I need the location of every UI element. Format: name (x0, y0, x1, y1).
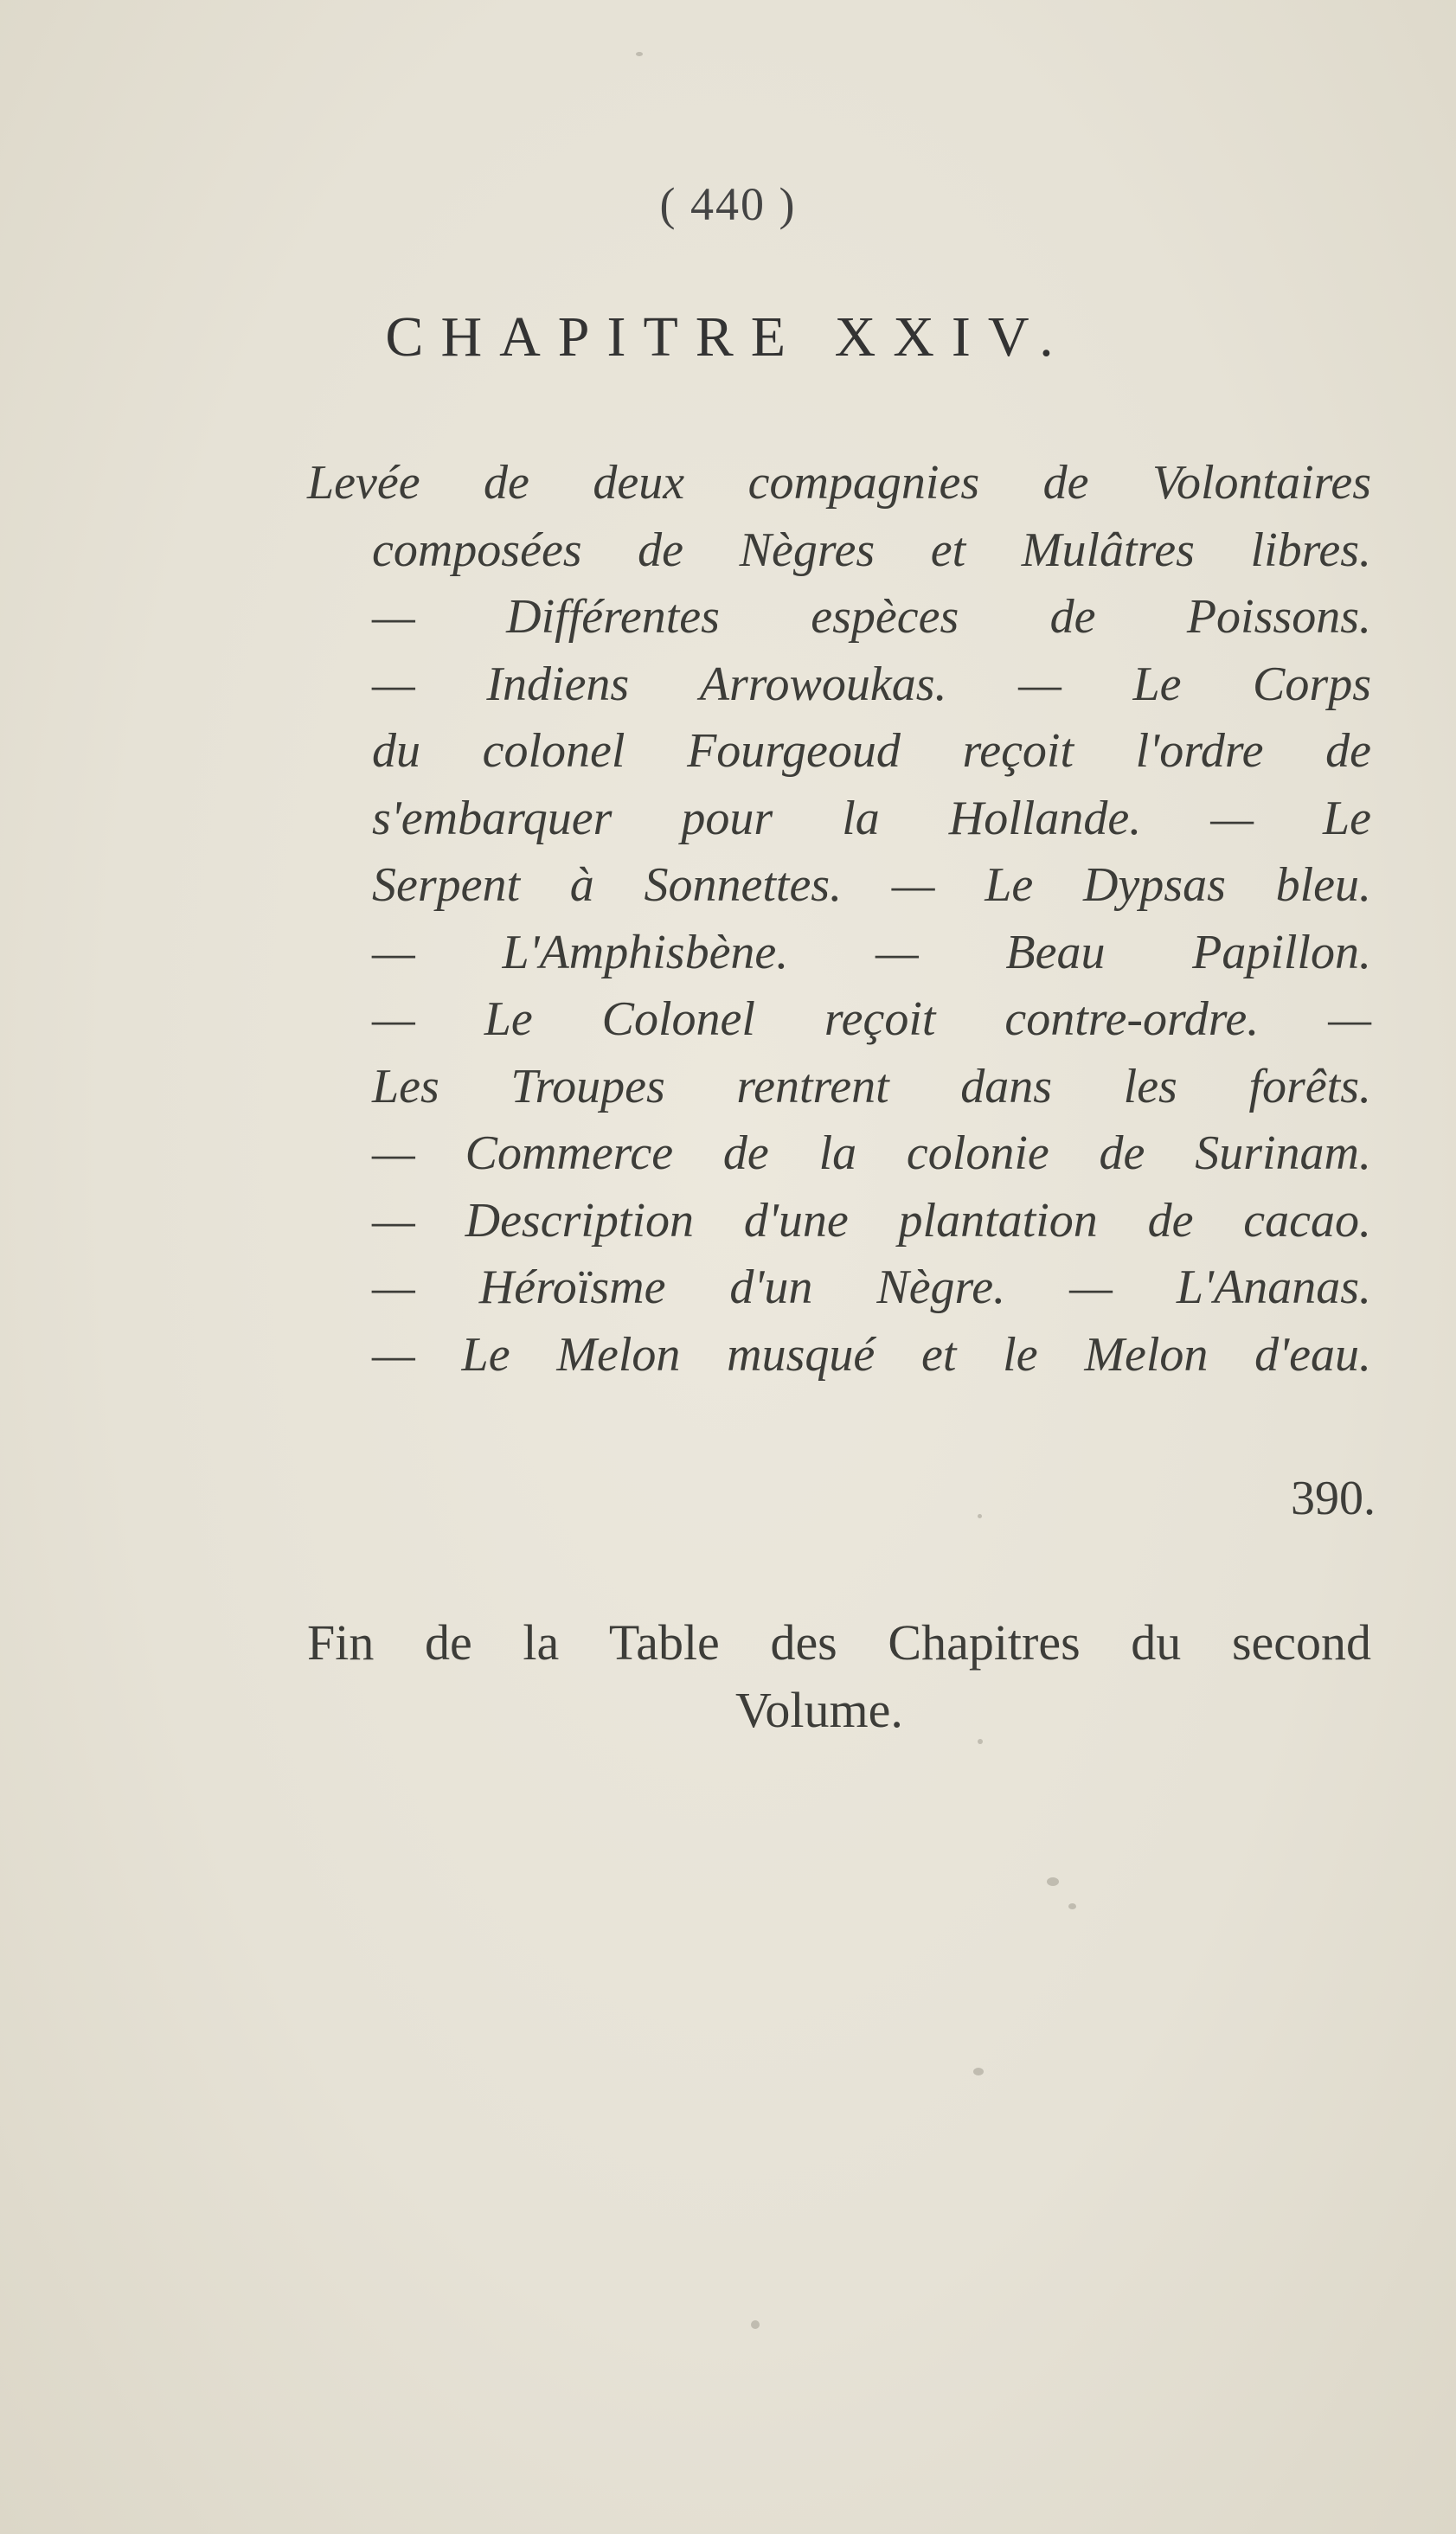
summary-line: composées de Nègres et Mulâtres libres. (372, 523, 1371, 577)
summary-line: Serpent à Sonnettes. — Le Dypsas bleu. (372, 858, 1371, 912)
paper-speck (978, 1739, 983, 1744)
paper-speck (636, 52, 643, 56)
summary-line: Levée de deux compagnies de Volontaires (307, 456, 1371, 510)
page-number: ( 440 ) (659, 178, 797, 230)
summary-line: — L'Amphisbène. — Beau Papillon. (372, 925, 1371, 979)
end-note-line: Volume. (735, 1682, 903, 1738)
summary-line: du colonel Fourgeoud reçoit l'ordre de (372, 724, 1371, 778)
paper-speck (1068, 1903, 1076, 1909)
summary-line: s'embarquer pour la Hollande. — Le (372, 791, 1371, 845)
summary-line: — Le Melon musqué et le Melon d'eau. (372, 1327, 1371, 1382)
summary-line: — Description d'une plantation de cacao. (372, 1193, 1371, 1248)
paper-speck (973, 2068, 984, 2075)
summary-line: — Le Colonel reçoit contre-ordre. — (372, 992, 1371, 1046)
end-note-line: Fin de la Table des Chapitres du second (307, 1614, 1371, 1671)
paper-speck (1047, 1877, 1059, 1886)
page-reference: 390. (1291, 1472, 1376, 1525)
summary-line: — Différentes espèces de Poissons. (372, 590, 1371, 644)
summary-line: — Commerce de la colonie de Surinam. (372, 1126, 1371, 1180)
summary-line: — Indiens Arrowoukas. — Le Corps (372, 657, 1371, 711)
chapter-summary (307, 450, 1371, 1389)
summary-line: — Héroïsme d'un Nègre. — L'Ananas. (372, 1261, 1371, 1314)
end-of-table-note (307, 1609, 1371, 1744)
paper-speck (751, 2320, 760, 2329)
chapter-title: CHAPITRE XXIV. (385, 305, 1071, 369)
paper-speck (978, 1514, 982, 1518)
summary-line: Les Troupes rentrent dans les forêts. (372, 1059, 1371, 1113)
